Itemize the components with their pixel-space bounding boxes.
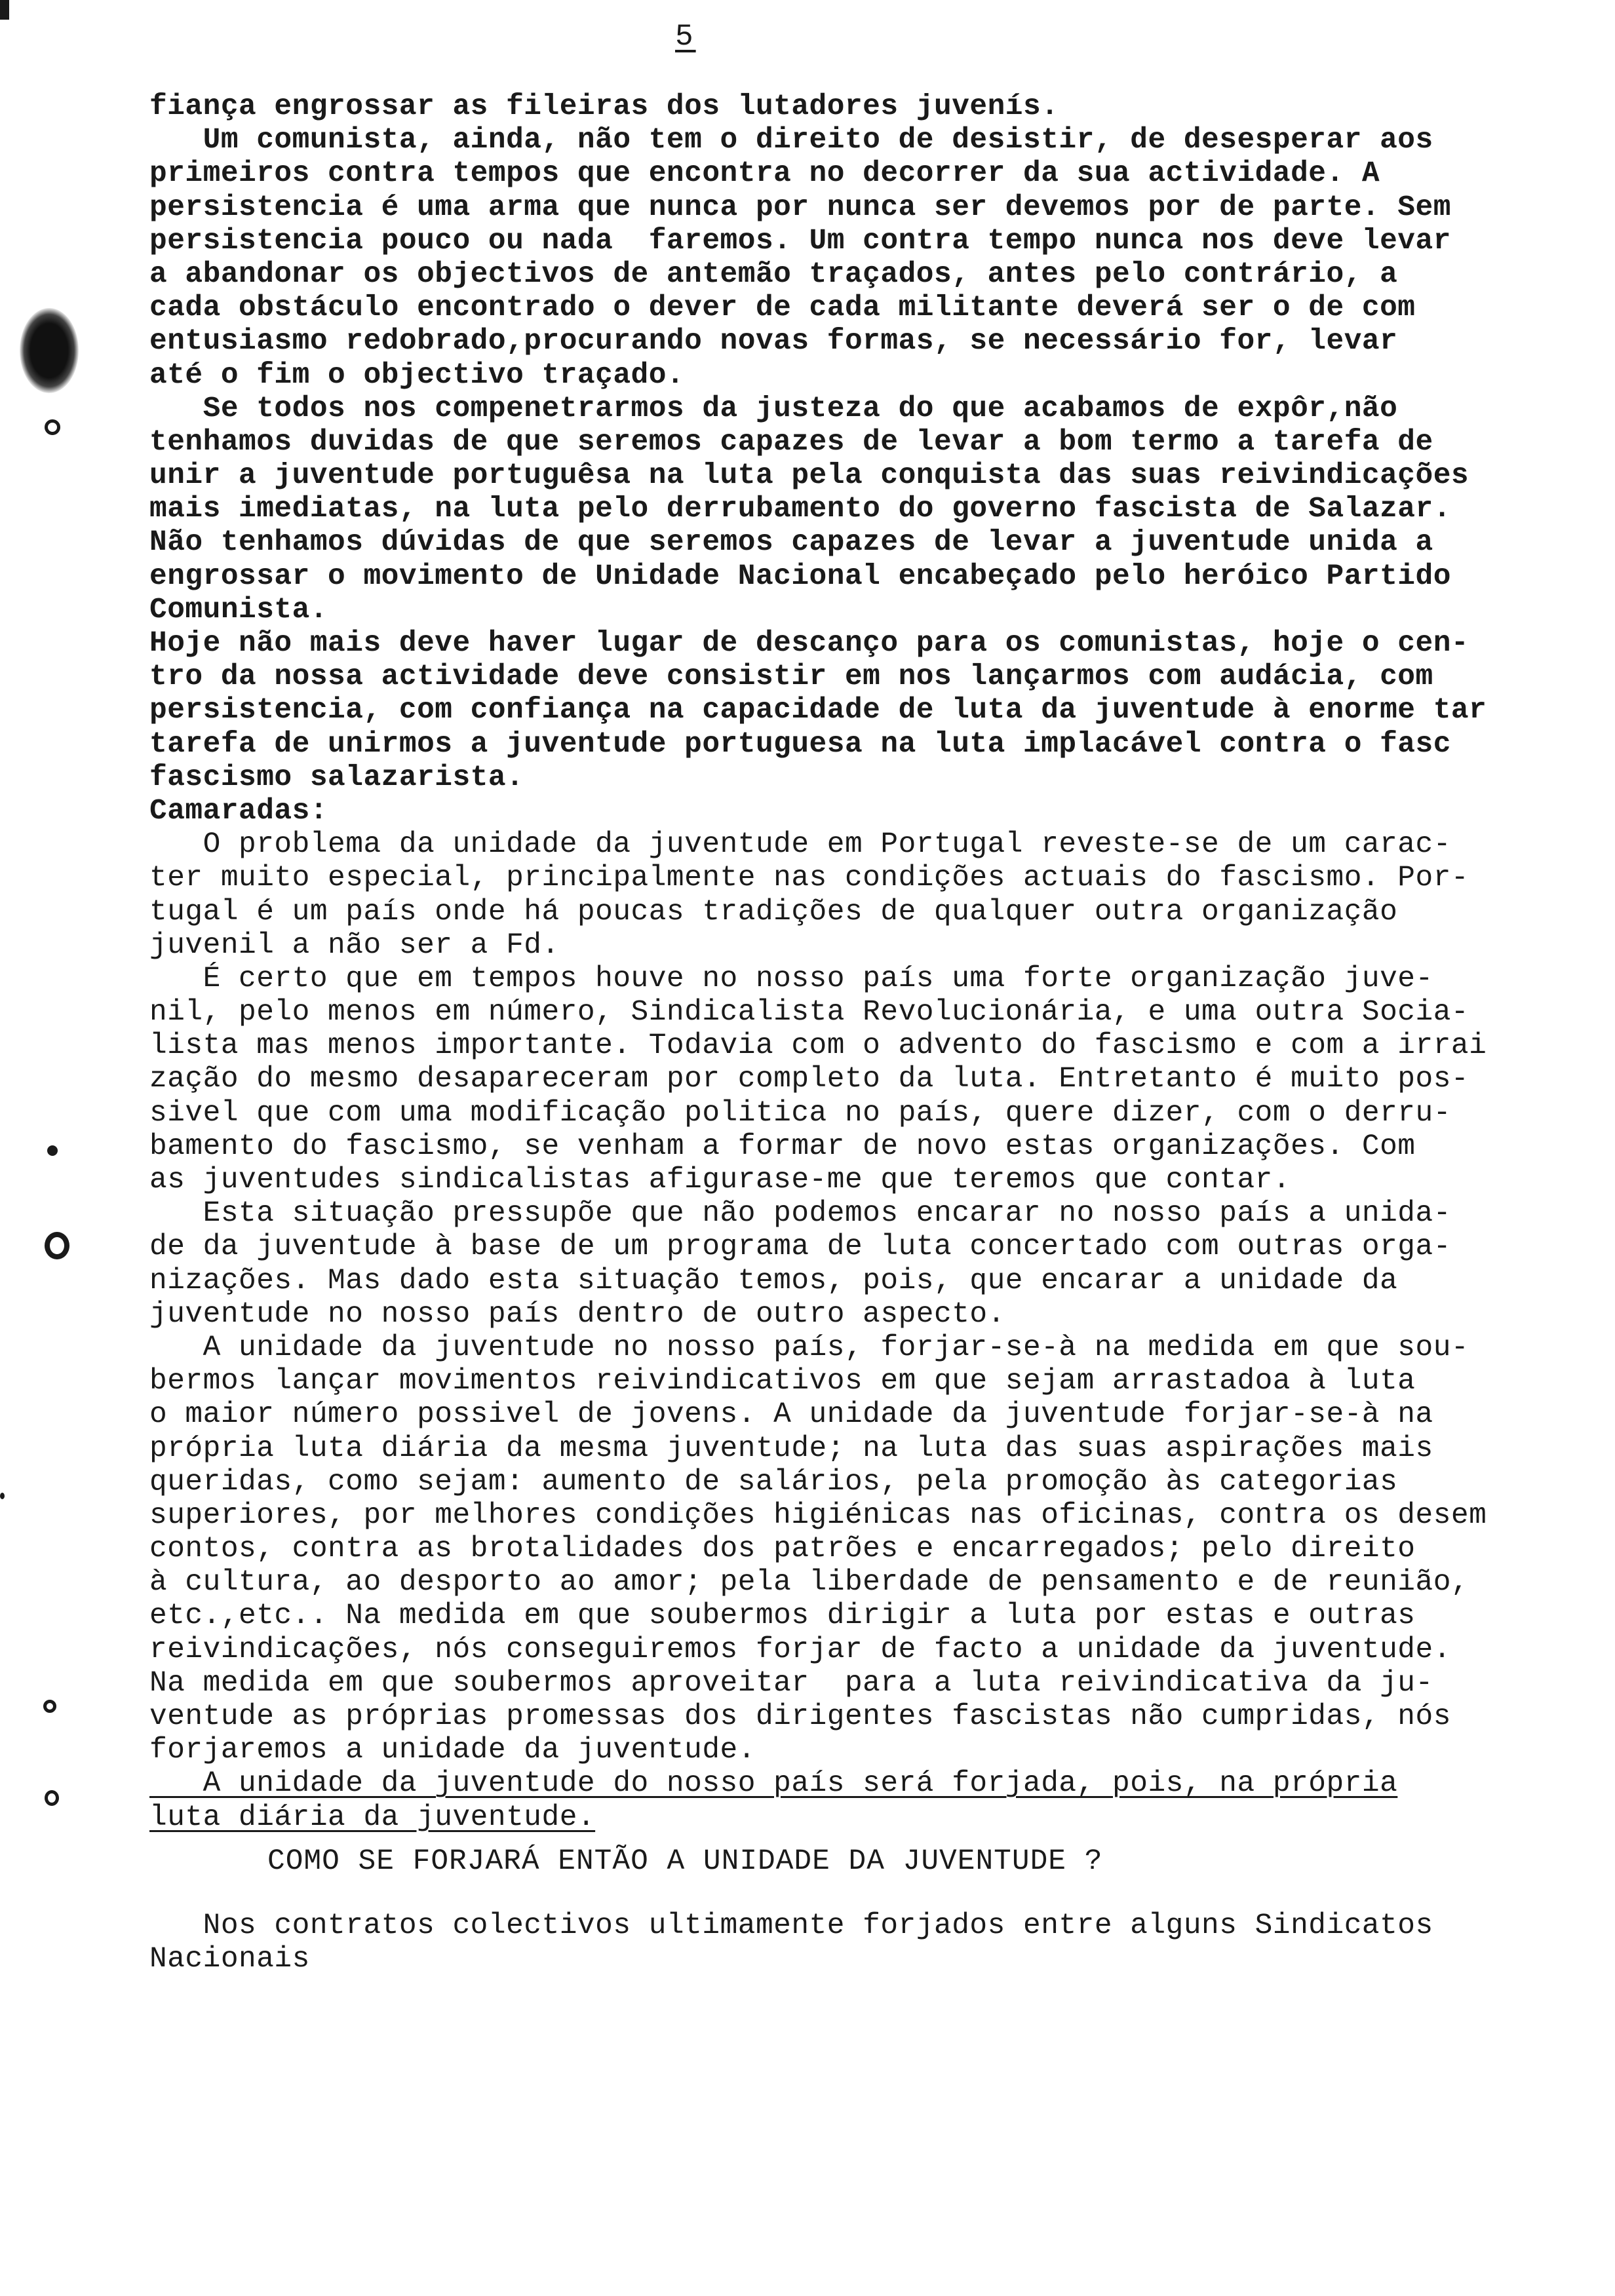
text-line: Nacionais <box>149 1943 310 1976</box>
text-line: Camaradas: <box>149 794 328 828</box>
text-line: persistencia, com confiança na capacidade de luta da juventude à enorme tar <box>149 694 1487 727</box>
punch-hole <box>45 1232 69 1259</box>
text-line: Se todos nos compenetrarmos da justeza do que acabamos de expôr,não <box>149 392 1398 425</box>
text-line: tarefa de unirmos a juventude portuguesa na luta implacável contra o fasc <box>149 727 1451 761</box>
text-line: sivel que com uma modificação politica no país, quere dizer, com o derru- <box>149 1096 1451 1130</box>
text-line: Esta situação pressupõe que não podemos encarar no nosso país a unida- <box>149 1197 1451 1231</box>
text-line: etc.,etc.. Na medida em que soubermos dirigir a luta por estas e outras <box>149 1599 1416 1633</box>
text-line: primeiros contra tempos que encontra no decorrer da sua actividade. A <box>149 157 1380 191</box>
punch-hole <box>43 1700 56 1713</box>
text-line: fiança engrossar as fileiras dos lutadores juvenís. <box>149 90 1059 123</box>
text-line: bamento do fascismo, se venham a formar de novo estas organizações. Com <box>149 1130 1416 1163</box>
text-line: entusiasmo redobrado,procurando novas formas, se necessário for, levar <box>149 325 1398 358</box>
text-line: nil, pelo menos em número, Sindicalista Revolucionária, e uma outra Socia- <box>149 996 1469 1029</box>
text-line: a abandonar os objectivos de antemão traçados, antes pelo contrário, a <box>149 258 1398 291</box>
text-line: fascismo salazarista. <box>149 761 524 794</box>
text-line: juvenil a não ser a Fd. <box>149 928 560 962</box>
text-line: lista mas menos importante. Todavia com o advento do fascismo e com a irrai <box>149 1029 1487 1063</box>
text-line: Na medida em que soubermos aproveitar para a luta reivindicativa da ju- <box>149 1666 1433 1700</box>
text-line: persistencia é uma arma que nunca por nunca ser devemos por de parte. Sem <box>149 191 1451 224</box>
text-line: mais imediatas, na luta pelo derrubamento do governo fascista de Salazar. <box>149 493 1451 526</box>
text-line: forjaremos a unidade da juventude. <box>149 1734 756 1767</box>
punch-hole <box>47 1145 58 1156</box>
text-line: de da juventude à base de um programa de luta concertado com outras orga- <box>149 1231 1451 1264</box>
underlined-conclusion-line: A unidade da juventude do nosso país será forjada, pois, na própria <box>149 1767 1398 1801</box>
text-line: unir a juventude portuguêsa na luta pela conquista das suas reivindicações <box>149 459 1469 493</box>
text-line: É certo que em tempos houve no nosso país uma forte organização juve- <box>149 962 1433 995</box>
text-line: Hoje não mais deve haver lugar de descanço para os comunistas, hoje o cen- <box>149 627 1469 660</box>
text-line: ventude as próprias promessas dos dirigentes fascistas não cumpridas, nós <box>149 1700 1451 1733</box>
text-line: juventude no nosso país dentro de outro aspecto. <box>149 1297 1005 1331</box>
text-line: à cultura, ao desporto ao amor; pela liberdade de pensamento e de reunião, <box>149 1566 1469 1599</box>
text-line: cada obstáculo encontrado o dever de cada militante deverá ser o de com <box>149 292 1416 325</box>
text-line: A unidade da juventude no nosso país, forjar-se-à na medida em que sou- <box>149 1331 1469 1364</box>
page-number: 5 <box>675 20 696 54</box>
text-line: persistencia pouco ou nada faremos. Um contra tempo nunca nos deve levar <box>149 224 1451 258</box>
corner-mark <box>0 0 9 20</box>
body-text <box>149 90 1605 1835</box>
text-line: Um comunista, ainda, não tem o direito de desistir, de desesperar aos <box>149 124 1433 157</box>
ink-smudge <box>20 308 79 393</box>
text-line: o maior número possivel de jovens. A unidade da juventude forjar-se-à na <box>149 1398 1433 1432</box>
punch-hole <box>45 419 60 435</box>
text-line: Nos contratos colectivos ultimamente forjados entre alguns Sindicatos <box>149 1909 1433 1942</box>
text-line: engrossar o movimento de Unidade Nacional encabeçado pelo heróico Partido <box>149 560 1451 593</box>
margin-dot <box>0 1493 5 1499</box>
punch-hole <box>45 1790 59 1806</box>
section-heading: COMO SE FORJARÁ ENTÃO A UNIDADE DA JUVENTUDE ? <box>267 1845 1103 1878</box>
text-line: queridas, como sejam: aumento de salários, pela promoção às categorias <box>149 1465 1398 1499</box>
text-line: as juventudes sindicalistas afigurase-me que teremos que contar. <box>149 1164 1291 1196</box>
text-line: tenhamos duvidas de que seremos capazes de levar a bom termo a tarefa de <box>149 425 1433 459</box>
text-line: reivindicações, nós conseguiremos forjar de facto a unidade da juventude. <box>149 1633 1451 1666</box>
text-line: zação do mesmo desapareceram por completo da luta. Entretanto é muito pos- <box>149 1063 1469 1096</box>
text-line: até o fim o objectivo traçado. <box>149 358 685 392</box>
text-line: própria luta diária da mesma juventude; na luta das suas aspirações mais <box>149 1432 1433 1465</box>
text-line: nizações. Mas dado esta situação temos, pois, que encarar a unidade da <box>149 1264 1398 1297</box>
closing-paragraph <box>149 1909 1605 1976</box>
text-line: tugal é um país onde há poucas tradições de qualquer outra organização <box>149 895 1398 928</box>
text-line: superiores, por melhores condições higiénicas nas oficinas, contra os desem <box>149 1499 1487 1532</box>
text-line: Não tenhamos dúvidas de que seremos capazes de levar a juventude unida a <box>149 526 1433 560</box>
text-line: O problema da unidade da juventude em Portugal reveste-se de um carac- <box>149 828 1451 862</box>
text-line: tro da nossa actividade deve consistir em nos lançarmos com audácia, com <box>149 660 1433 694</box>
text-line: bermos lançar movimentos reivindicativos em que sejam arrastadoa à luta <box>149 1365 1416 1398</box>
text-line: Comunista. <box>149 593 328 626</box>
text-line: contos, contra as brotalidades dos patrões e encarregados; pelo direito <box>149 1533 1416 1566</box>
underlined-conclusion-line: luta diária da juventude. <box>149 1801 596 1834</box>
text-line: ter muito especial, principalmente nas condições actuais do fascismo. Por- <box>149 862 1469 895</box>
